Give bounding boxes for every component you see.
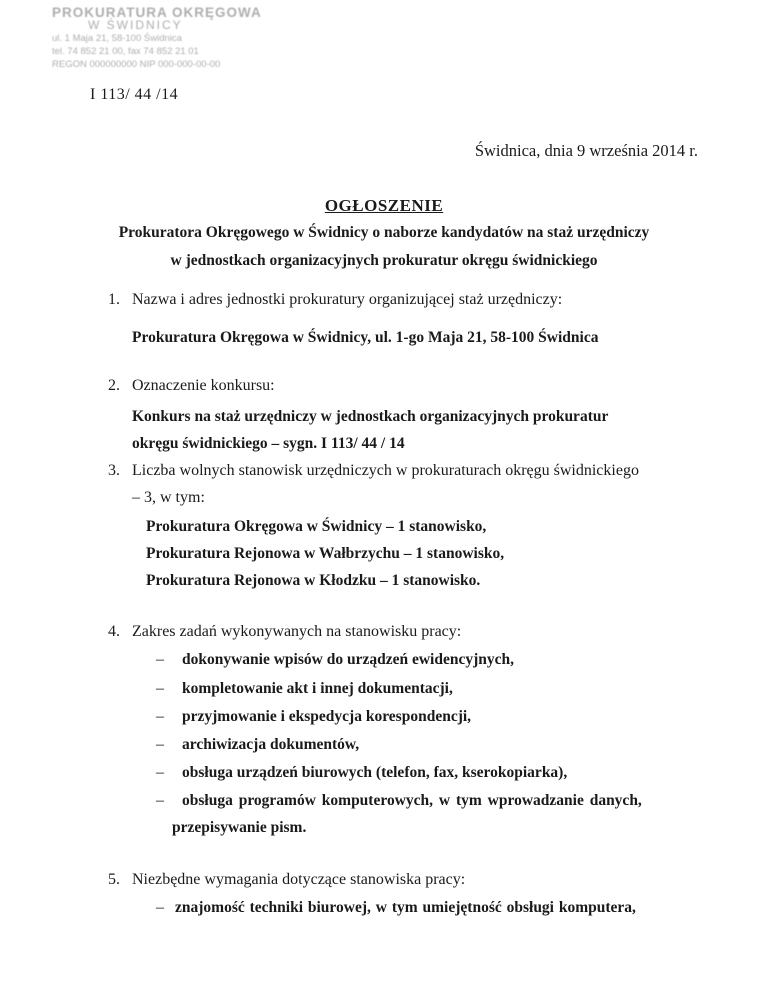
section-body-line: okręgu świdnickiego – sygn. I 113/ 44 / 14 (132, 435, 405, 452)
list-item: dokonywanie wpisów do urządzeń ewidencyjnych, (182, 651, 514, 668)
document-subtitle: Prokuratora Okręgowego w Świdnicy o naborze kandydatów na staż urzędniczy (118, 224, 650, 241)
list-dash: – (156, 764, 164, 781)
section-heading-text: Oznaczenie konkursu: (132, 377, 275, 394)
section-number: 2. (108, 377, 120, 394)
section-heading (108, 623, 461, 641)
stamp-line: ul. 1 Maja 21, 58-100 Świdnica (52, 33, 182, 44)
section-heading-text: Zakres zadań wykonywanych na stanowisku pracy: (132, 623, 462, 640)
list-item: kompletowanie akt i innej dokumentacji, (182, 680, 453, 697)
section-body-line: Prokuratura Rejonowa w Kłodzku – 1 stanowisko. (146, 572, 481, 589)
date-line: Świdnica, dnia 9 września 2014 r. (474, 141, 698, 160)
list-dash: – (156, 680, 164, 697)
section-number: 4. (108, 623, 120, 640)
section-heading-text: Nazwa i adres jednostki prokuratury organizującej staż urzędniczy: (132, 291, 563, 308)
list-item: obsługa programów komputerowych, w tym wprowadzanie danych, (182, 792, 642, 809)
list-dash: – (156, 708, 164, 725)
document-subtitle: w jednostkach organizacyjnych prokuratur okręgu świdnickiego (170, 252, 598, 269)
section-heading-text: Liczba wolnych stanowisk urzędniczych w prokuraturach okręgu świdnickiego (132, 462, 639, 479)
list-item: przyjmowanie i ekspedycja korespondencji, (182, 708, 472, 725)
section-body-line: Prokuratura Okręgowa w Świdnicy, ul. 1-go Maja 21, 58-100 Świdnica (132, 329, 599, 346)
list-item: obsługa urządzeń biurowych (telefon, fax, kserokopiarka), (182, 764, 568, 781)
list-dash: – (156, 736, 164, 753)
section-heading (108, 291, 562, 309)
section-number: 3. (108, 462, 120, 479)
list-item: archiwizacja dokumentów, (182, 736, 360, 753)
section-number: 5. (108, 871, 120, 888)
list-dash: – (156, 899, 164, 916)
document-title: OGŁOSZENIE (324, 196, 444, 215)
list-item-continuation: przepisywanie pism. (172, 819, 307, 836)
section-heading-text: Niezbędne wymagania dotyczące stanowiska pracy: (132, 871, 466, 888)
stamp-line: W ŚWIDNICY (88, 18, 183, 32)
section-heading (108, 462, 639, 480)
office-stamp (52, 5, 262, 88)
section-body-line: Prokuratura Rejonowa w Wałbrzychu – 1 stanowisko, (146, 545, 505, 562)
signature-reference: I 113/ 44 /14 (90, 86, 179, 103)
stamp-line: PROKURATURA OKRĘGOWA (52, 5, 262, 20)
section-heading (108, 871, 465, 889)
stamp-line: REGON 000000000 NIP 000-000-00-00 (52, 59, 221, 70)
list-dash: – (156, 651, 164, 668)
list-item: znajomość techniki biurowej, w tym umiejętność obsługi komputera, (175, 899, 636, 916)
section-body-line: Konkurs na staż urzędniczy w jednostkach organizacyjnych prokuratur (132, 408, 609, 425)
section-heading-continuation: – 3, w tym: (132, 489, 205, 506)
section-number: 1. (108, 291, 120, 308)
stamp-line: tel. 74 852 21 00, fax 74 852 21 01 (52, 46, 199, 57)
list-dash: – (156, 792, 164, 809)
section-body-line: Prokuratura Okręgowa w Świdnicy – 1 stanowisko, (146, 518, 487, 535)
section-heading (108, 377, 275, 395)
